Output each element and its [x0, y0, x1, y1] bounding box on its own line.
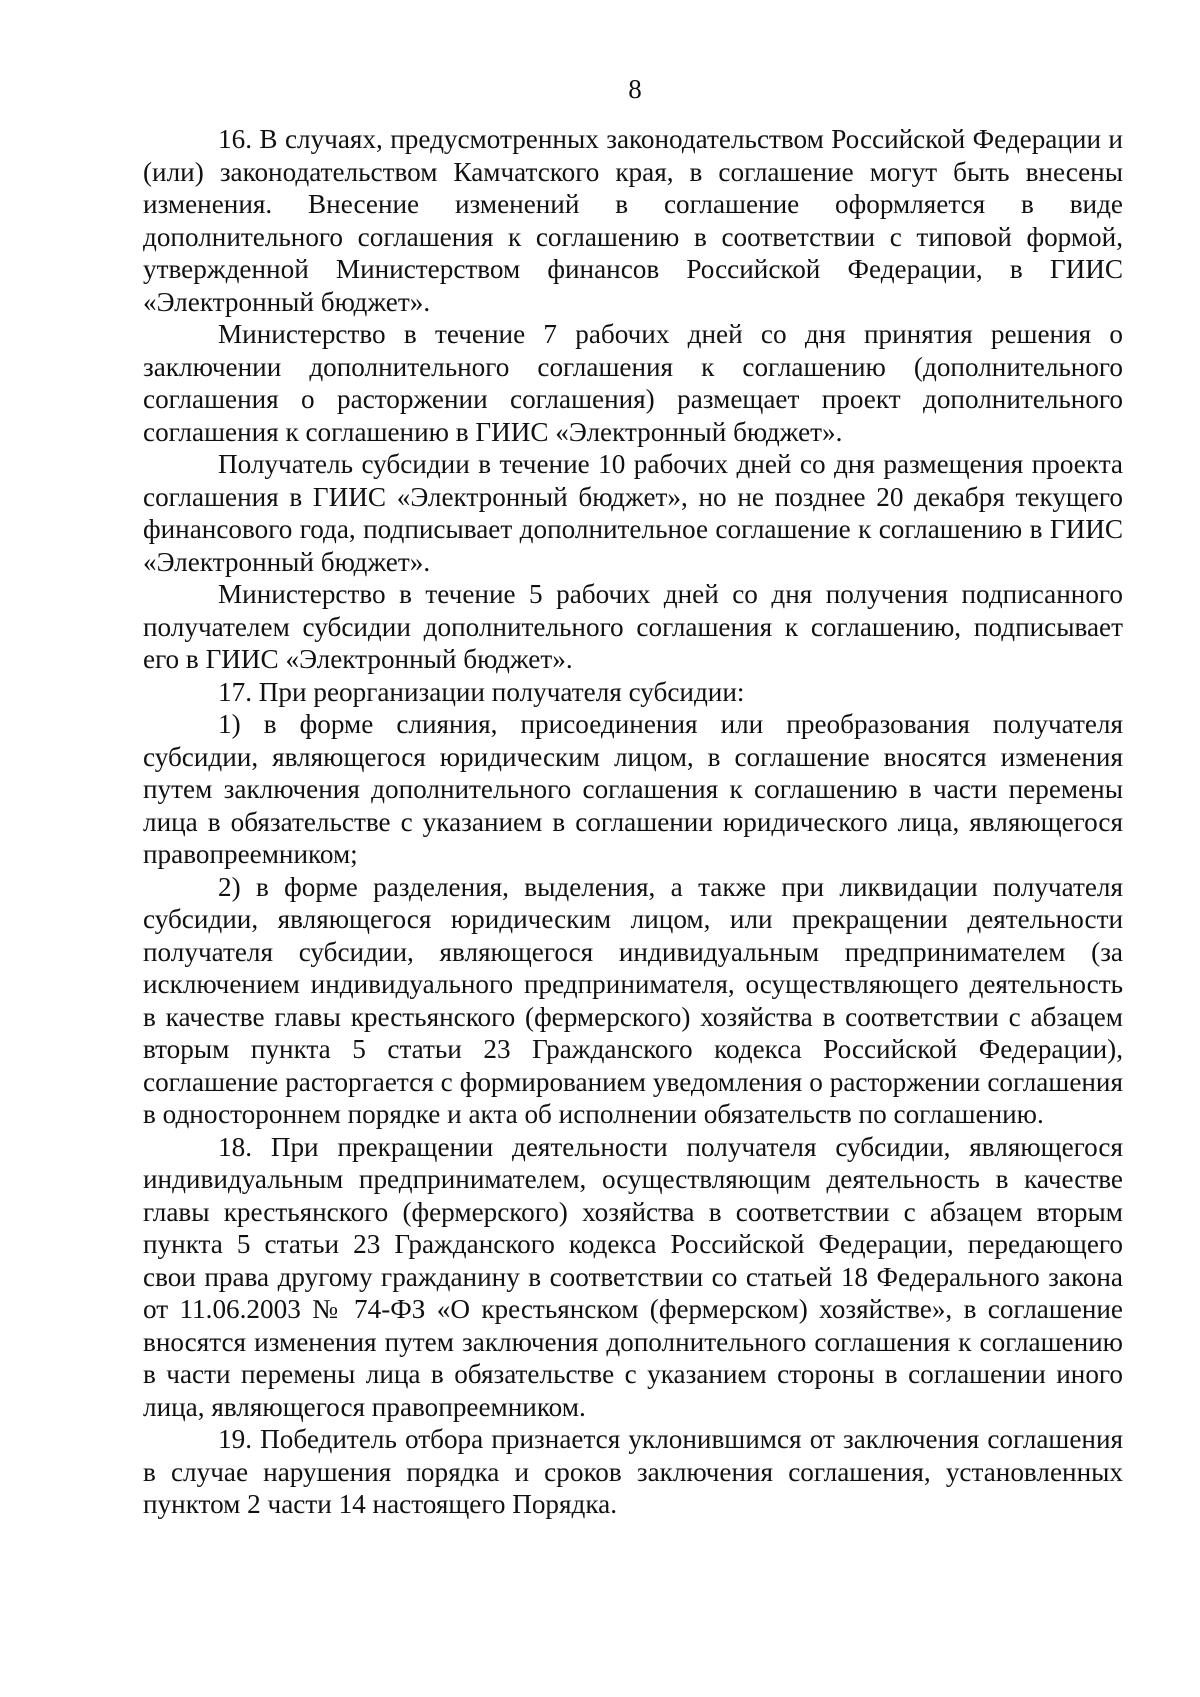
page-number: 8: [628, 74, 642, 104]
paragraph-16: 16. В случаях, предусмотренных законодательством Российской Федерации и (или) законодательством Камчатского края, в соглашение могут быть внесены изменения. Внесение изменений в соглашение оформляется в виде дополнительного соглашения к соглашению в соответствии с типовой формой, утвержденной Министерством финансов Российской Федерации, в ГИИС «Электронный бюджет».: [143, 124, 1123, 317]
paragraph-19: 19. Победитель отбора признается уклонившимся от заключения соглашения в случае нарушения порядка и сроков заключения соглашения, установленных пунктом 2 части 14 настоящего Порядка.: [143, 1424, 1123, 1519]
paragraph-recipient-signing: Получатель субсидии в течение 10 рабочих дней со дня размещения проекта соглашения в ГИИС «Электронный бюджет», но не позднее 20 декабря текущего финансового года, подписывает дополнительное соглашение к соглашению в ГИИС «Электронный бюджет».: [143, 449, 1123, 577]
paragraph-ministry-placement: Министерство в течение 7 рабочих дней со дня принятия решения о заключении дополнительного соглашения к соглашению (дополнительного соглашения о расторжении соглашения) размещает проект дополнительного соглашения к соглашению в ГИИС «Электронный бюджет».: [143, 319, 1123, 447]
paragraph-ministry-signing: Министерство в течение 5 рабочих дней со дня получения подписанного получателем субсидии дополнительного соглашения к соглашению, подписывает его в ГИИС «Электронный бюджет».: [143, 579, 1123, 674]
paragraph-17: 17. При реорганизации получателя субсидии:: [218, 676, 745, 707]
paragraph-17-item-1: 1) в форме слияния, присоединения или преобразования получателя субсидии, являющегося юридическим лицом, в соглашение вносятся изменения путем заключения дополнительного соглашения к соглашению в части перемены лица в обязательстве с указанием в соглашении юридического лица, являющегося правопреемником;: [143, 709, 1123, 869]
paragraph-18: 18. При прекращении деятельности получателя субсидии, являющегося индивидуальным предпринимателем, осуществляющим деятельность в качестве главы крестьянского (фермерского) хозяйства в соответствии с абзацем вторым пункта 5 статьи 23 Гражданского кодекса Российской Федерации, передающего свои права другому гражданину в соответствии со статьей 18 Федерального закона от 11.06.2003 № 74-ФЗ «О крестьянском (фермерском) хозяйстве», в соглашение вносятся изменения путем заключения дополнительного соглашения к соглашению в части перемены лица в обязательстве с указанием стороны в соглашении иного лица, являющегося правопреемником.: [143, 1131, 1123, 1422]
document-body: [143, 123, 1123, 1521]
paragraph-17-item-2: 2) в форме разделения, выделения, а также при ликвидации получателя субсидии, являющегося юридическим лицом, или прекращении деятельности получателя субсидии, являющегося индивидуальным предпринимателем (за исключением индивидуального предпринимателя, осуществляющего деятельность в качестве главы крестьянского (фермерского) хозяйства в соответствии с абзацем вторым пункта 5 статьи 23 Гражданского кодекса Российской Федерации), соглашение расторгается с формированием уведомления о расторжении соглашения в одностороннем порядке и акта об исполнении обязательств по соглашению.: [143, 871, 1123, 1129]
